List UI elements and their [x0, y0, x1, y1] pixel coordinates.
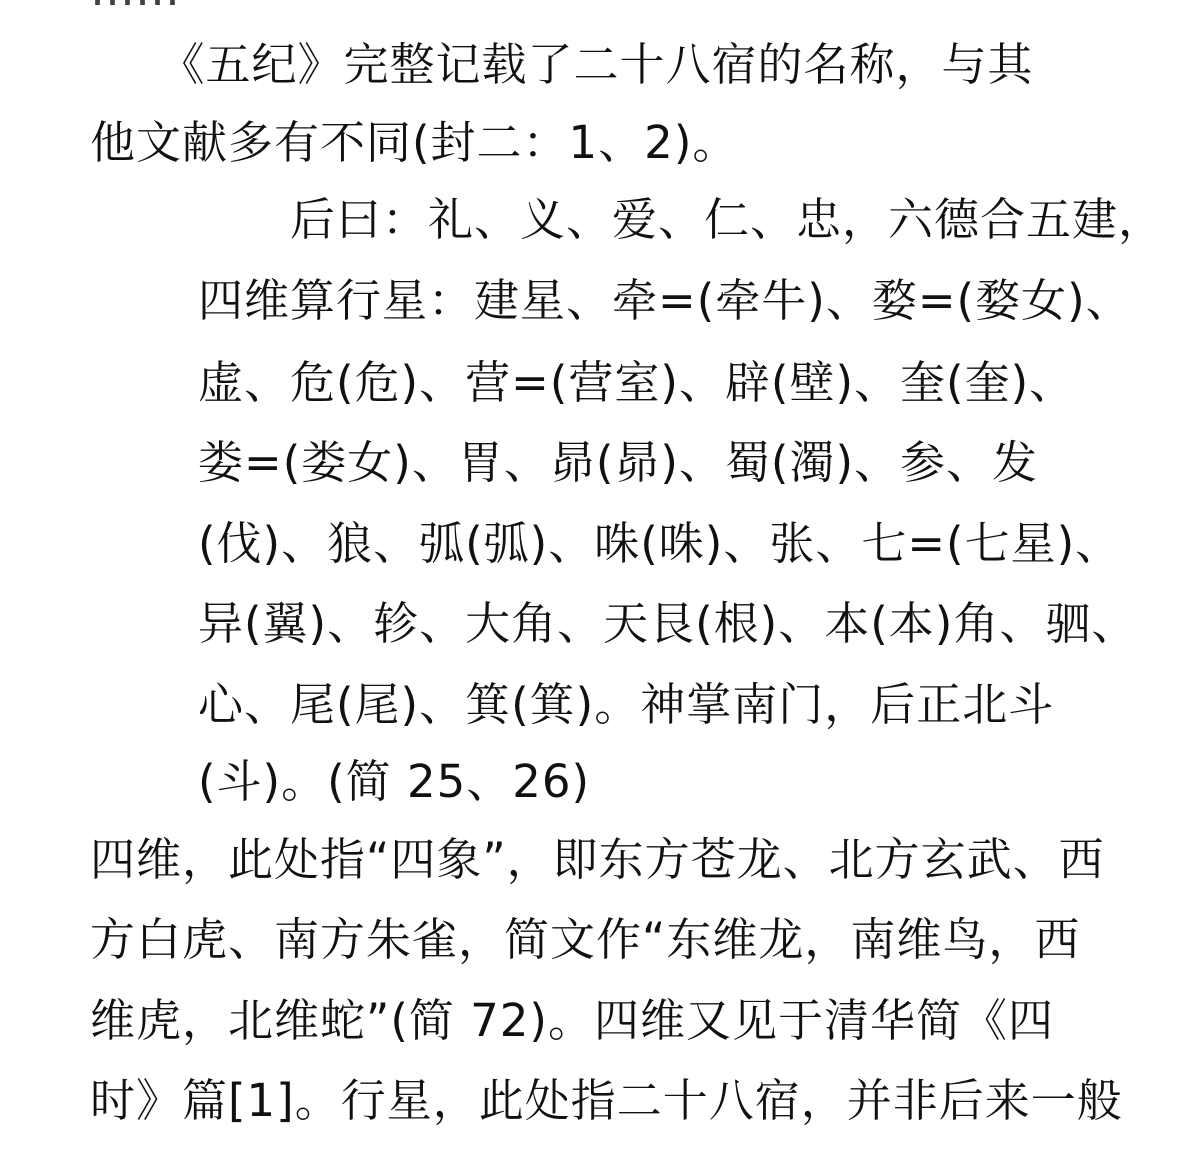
quotation-line-3: 虚、危(危)、营=(营室)、辟(壁)、奎(奎)、	[198, 356, 1076, 409]
paragraph-line-4: 方白虎、南方朱雀，简文作“东维龙，南维鸟，西	[90, 913, 1081, 966]
quotation-line-6: 异(翼)、轸、大角、天艮(根)、本(本)角、驷、	[198, 597, 1138, 650]
quotation-line-8: (斗)。(简 25、26)	[198, 755, 591, 808]
paragraph-line-1: 《五纪》完整记载了二十八宿的名称，与其	[90, 38, 1034, 91]
quotation-line-4: 娄=(娄女)、胃、昴(昴)、蜀(濁)、参、发	[198, 436, 1039, 489]
paragraph-line-5: 维虎，北维蛇”(简 72)。四维又见于清华简《四	[90, 994, 1054, 1047]
cropped-top-line	[90, 0, 180, 20]
paragraph-line-3: 四维，此处指“四象”，即东方苍龙、北方玄武、西	[90, 833, 1105, 886]
paragraph-line-6: 时》篇[1]。行星，此处指二十八宿，并非后来一般	[90, 1074, 1123, 1127]
quotation-line-7: 心、尾(尾)、箕(箕)。神掌南门，后正北斗	[198, 678, 1055, 731]
quotation-line-2: 四维算行星：建星、牵=(牵牛)、婺=(婺女)、	[198, 274, 1132, 327]
quotation-line-5: (伐)、狼、弧(弧)、咮(咮)、张、七=(七星)、	[198, 517, 1122, 570]
paragraph-line-2: 他文献多有不同(封二：1、2)。	[90, 116, 739, 169]
quotation-line-1: 后曰：礼、义、爱、仁、忠，六德合五建，	[198, 193, 1165, 246]
